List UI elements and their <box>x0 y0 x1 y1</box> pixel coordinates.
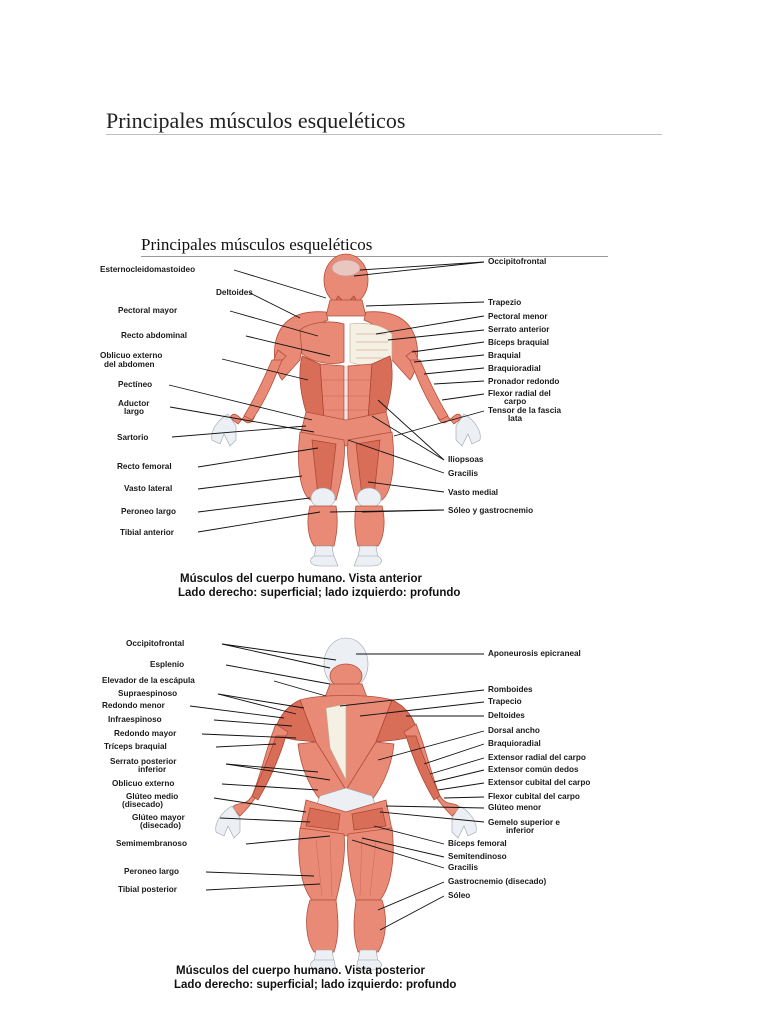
label-p-semimembranoso: Semimembranoso <box>116 839 187 848</box>
label-p-gluteo-mayor: Glúteo mayor <box>132 813 185 822</box>
label-p-extensor-cubital: Extensor cubital del carpo <box>488 778 591 787</box>
label-p-oblicuo-externo: Oblicuo externo <box>112 779 175 788</box>
label-p-gluteo-medio: Glúteo medio <box>126 792 179 801</box>
label-peroneo-largo: Peroneo largo <box>121 507 177 516</box>
label-p-aponeurosis: Aponeurosis epicraneal <box>488 649 581 658</box>
label-vasto-medial: Vasto medial <box>448 488 499 497</box>
label-p-semitendinoso: Semitendinoso <box>448 852 507 861</box>
label-p-biceps-femoral: Bíceps femoral <box>448 839 507 848</box>
anterior-right-labels <box>448 257 562 515</box>
label-p-soleo: Sóleo <box>448 891 471 900</box>
label-aductor-2: largo <box>124 407 145 416</box>
label-p-gracilis: Gracilis <box>448 863 479 872</box>
posterior-caption-line1: Músculos del cuerpo humano. Vista posterior <box>176 965 426 977</box>
label-p-gemelo-2: inferior <box>506 826 535 835</box>
label-recto-femoral: Recto femoral <box>117 462 172 471</box>
label-p-triceps-braquial: Tríceps braquial <box>104 742 167 751</box>
label-p-supraespinoso: Supraespinoso <box>118 689 178 698</box>
label-braquial: Braquial <box>488 351 521 360</box>
label-sartorio: Sartorio <box>117 433 149 442</box>
label-p-esplenio: Esplenio <box>150 660 185 669</box>
label-p-gluteo-menor: Glúteo menor <box>488 803 542 812</box>
label-p-infraespinoso: Infraespinoso <box>108 715 162 724</box>
label-p-gluteo-mayor-2: (disecado) <box>140 821 181 830</box>
posterior-left-labels <box>102 639 195 894</box>
label-p-gluteo-medio-2: (disecado) <box>122 800 163 809</box>
label-pectoral-menor: Pectoral menor <box>488 312 548 321</box>
anterior-caption-line2: Lado derecho: superficial; lado izquierdo: profundo <box>178 587 461 599</box>
label-p-gemelo: Gemelo superior e <box>488 818 560 827</box>
label-p-redondo-mayor: Redondo mayor <box>114 729 177 738</box>
label-flexor-radial: Flexor radial del <box>488 389 551 398</box>
label-trapezio: Trapezio <box>488 298 522 307</box>
label-p-braquioradial: Braquioradial <box>488 739 541 748</box>
anterior-body-illustration <box>212 254 481 566</box>
label-tibial-anterior: Tibial anterior <box>120 528 174 537</box>
label-tensor-fascia: Tensor de la fascia <box>488 406 562 415</box>
label-braquioradial: Braquioradial <box>488 364 541 373</box>
label-biceps-braquial: Bíceps braquial <box>488 338 549 347</box>
label-p-peroneo-largo: Peroneo largo <box>124 867 180 876</box>
label-p-redondo-menor: Redondo menor <box>102 701 165 710</box>
label-p-tibial-posterior: Tibial posterior <box>118 885 177 894</box>
label-p-trapecio: Trapecio <box>488 697 522 706</box>
label-soleo-gastrocnemio: Sóleo y gastrocnemio <box>448 506 534 515</box>
label-p-elevador-escapula: Elevador de la escápula <box>102 676 195 685</box>
label-deltoides: Deltoides <box>216 288 253 297</box>
posterior-right-labels <box>448 649 590 900</box>
label-esternocleidomastoideo: Esternocleidomastoideo <box>100 265 196 274</box>
label-p-romboides: Romboides <box>488 685 533 694</box>
label-oblicuo-externo: Oblicuo externo <box>100 351 163 360</box>
anterior-left-labels <box>100 265 253 537</box>
label-p-serrato-posterior-2: inferior <box>138 765 167 774</box>
label-serrato-anterior: Serrato anterior <box>488 325 550 334</box>
label-aductor: Aductor <box>118 399 150 408</box>
label-pectineo: Pectíneo <box>118 380 153 389</box>
label-pronador-redondo: Pronador redondo <box>488 377 560 386</box>
label-p-flexor-cubital: Flexor cubital del carpo <box>488 792 580 801</box>
label-p-extensor-comun: Extensor común dedos <box>488 765 579 774</box>
document-title: Principales músculos esqueléticos <box>106 108 406 133</box>
label-p-serrato-posterior: Serrato posterior <box>110 757 177 766</box>
posterior-caption-line2: Lado derecho: superficial; lado izquierdo: profundo <box>174 979 457 991</box>
label-vasto-lateral: Vasto lateral <box>124 484 173 493</box>
label-iliopsoas: Iliopsoas <box>448 455 484 464</box>
label-pectoral-mayor: Pectoral mayor <box>118 306 178 315</box>
label-p-deltoides: Deltoides <box>488 711 525 720</box>
label-p-extensor-radial: Extensor radial del carpo <box>488 753 586 762</box>
label-tensor-fascia-2: lata <box>508 414 523 423</box>
label-oblicuo-externo-2: del abdomen <box>104 360 155 369</box>
label-occipitofrontal: Occipitofrontal <box>488 257 547 266</box>
label-recto-abdominal: Recto abdominal <box>121 331 187 340</box>
label-p-occipitofrontal: Occipitofrontal <box>126 639 185 648</box>
label-flexor-radial-2: carpo <box>504 397 527 406</box>
label-gracilis: Gracilis <box>448 469 479 478</box>
label-p-dorsal-ancho: Dorsal ancho <box>488 726 540 735</box>
figure-title: Principales músculos esqueléticos <box>141 235 373 254</box>
label-p-gastrocnemio: Gastrocnemio (disecado) <box>448 877 547 886</box>
anterior-caption-line1: Músculos del cuerpo humano. Vista anterior <box>180 573 422 585</box>
